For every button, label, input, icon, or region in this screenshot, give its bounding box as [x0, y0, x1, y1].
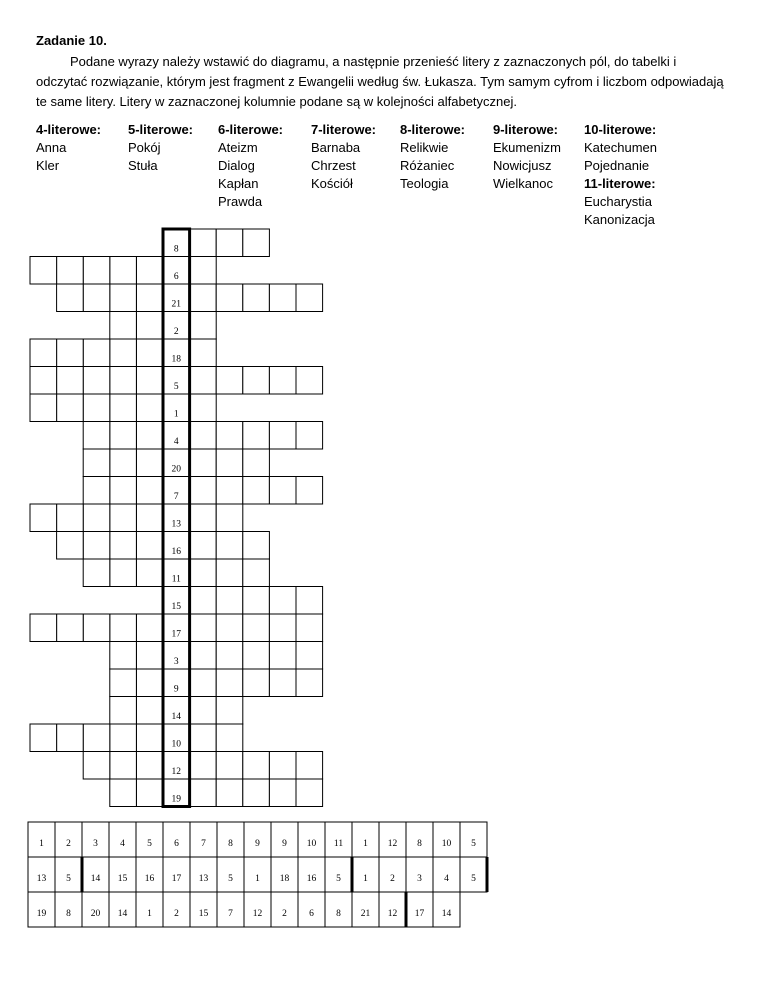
crossword-cell[interactable] [83, 532, 110, 560]
solution-number: 2 [390, 874, 395, 884]
crossword-cell[interactable] [136, 504, 163, 532]
word: Kościół [311, 176, 353, 191]
crossword-cell[interactable] [190, 779, 217, 807]
crossword-cell[interactable] [136, 559, 163, 587]
solution-number: 11 [333, 839, 344, 849]
crossword-cell[interactable] [296, 614, 323, 642]
crossword-cell[interactable] [136, 697, 163, 725]
crossword-row [163, 587, 323, 615]
crossword-key-number: 1 [173, 409, 179, 420]
crossword-cell[interactable] [57, 257, 84, 285]
solution-number: 1 [255, 874, 260, 884]
crossword-cell[interactable] [110, 477, 137, 505]
solution-number: 9 [282, 839, 287, 849]
solution-number: 17 [171, 874, 182, 884]
crossword-row [163, 229, 269, 257]
crossword-cell[interactable] [83, 339, 110, 367]
crossword-cell[interactable] [190, 449, 217, 477]
word-group-label: 10-literowe: [584, 122, 657, 137]
crossword-cell[interactable] [83, 422, 110, 450]
solution-number: 17 [414, 909, 425, 919]
crossword-cell[interactable] [136, 284, 163, 312]
word-group-label: 7-literowe: [311, 122, 377, 137]
crossword-row [110, 779, 323, 807]
crossword-cell[interactable] [136, 669, 163, 697]
word: Nowicjusz [493, 158, 552, 173]
solution-number: 8 [228, 839, 233, 849]
word: Dialog [218, 158, 255, 173]
crossword-cell[interactable] [243, 229, 270, 257]
crossword-cell[interactable] [216, 724, 243, 752]
crossword-cell[interactable] [57, 339, 84, 367]
word-group-label: 5-literowe: [128, 122, 194, 137]
crossword-key-number: 3 [173, 657, 179, 667]
crossword-cell[interactable] [110, 449, 137, 477]
crossword-row [83, 449, 269, 477]
crossword-cell[interactable] [190, 669, 217, 697]
crossword-cell[interactable] [216, 779, 243, 807]
crossword-cell[interactable] [243, 587, 270, 615]
crossword-cell[interactable] [243, 642, 270, 670]
crossword-cell[interactable] [296, 367, 323, 395]
crossword-cell[interactable] [30, 339, 57, 367]
crossword-cell[interactable] [243, 752, 270, 780]
solution-number: 5 [228, 874, 233, 884]
crossword-cell[interactable] [57, 394, 84, 422]
crossword-cell[interactable] [190, 724, 217, 752]
crossword-cell[interactable] [136, 339, 163, 367]
crossword-key-number: 16 [171, 547, 182, 557]
crossword-cell[interactable] [83, 284, 110, 312]
crossword-key-number: 17 [171, 629, 182, 640]
crossword-cell[interactable] [216, 284, 243, 312]
crossword-cell[interactable] [296, 752, 323, 780]
crossword-cell[interactable] [110, 779, 137, 807]
crossword-cell[interactable] [296, 669, 323, 697]
crossword-cell[interactable] [30, 614, 57, 642]
word: Anna [36, 140, 67, 155]
solution-number: 12 [387, 909, 398, 919]
crossword-cell[interactable] [190, 257, 217, 285]
crossword-cell[interactable] [243, 284, 270, 312]
crossword-cell[interactable] [269, 587, 296, 615]
crossword-cell[interactable] [190, 532, 217, 560]
crossword-cell[interactable] [30, 394, 57, 422]
solution-row [28, 857, 487, 892]
crossword-cell[interactable] [190, 394, 217, 422]
solution-number: 4 [444, 874, 449, 884]
crossword-cell[interactable] [190, 312, 217, 340]
crossword-cell[interactable] [57, 532, 84, 560]
crossword-cell[interactable] [110, 257, 137, 285]
crossword-cell[interactable] [190, 504, 217, 532]
crossword-cell[interactable] [136, 312, 163, 340]
word: Ekumenizm [493, 140, 561, 155]
crossword-cell[interactable] [216, 559, 243, 587]
solution-number: 5 [66, 874, 71, 884]
crossword-key-number: 9 [173, 684, 179, 695]
crossword-cell[interactable] [296, 779, 323, 807]
crossword-key-number: 10 [171, 739, 182, 750]
word-group-label: 11-literowe: [584, 176, 656, 191]
crossword-cell[interactable] [216, 587, 243, 615]
crossword-cell[interactable] [30, 724, 57, 752]
crossword-cell[interactable] [136, 257, 163, 285]
crossword-cell[interactable] [190, 614, 217, 642]
crossword-cell[interactable] [269, 614, 296, 642]
solution-number: 14 [441, 909, 452, 919]
crossword-cell[interactable] [216, 477, 243, 505]
word: Kler [36, 158, 60, 173]
solution-number: 5 [471, 839, 476, 849]
crossword-row [30, 724, 243, 752]
crossword-cell[interactable] [110, 614, 137, 642]
crossword-cell[interactable] [216, 229, 243, 257]
crossword-key-number: 6 [173, 272, 179, 282]
crossword-cell[interactable] [296, 477, 323, 505]
crossword-cell[interactable] [190, 642, 217, 670]
crossword-key-number: 21 [171, 299, 182, 310]
crossword-cell[interactable] [57, 724, 84, 752]
word-group-label: 4-literowe: [36, 122, 102, 137]
solution-number: 16 [306, 874, 317, 884]
crossword-cell[interactable] [243, 449, 270, 477]
word-group-label: 6-literowe: [218, 122, 284, 137]
solution-number: 1 [39, 839, 44, 849]
word: Stuła [128, 158, 158, 173]
solution-number: 8 [336, 909, 341, 919]
solution-number: 5 [471, 874, 476, 884]
crossword-cell[interactable] [269, 669, 296, 697]
word-group-label: 9-literowe: [493, 122, 559, 137]
crossword-row [83, 559, 269, 587]
crossword-cell[interactable] [296, 284, 323, 312]
crossword-key-number: 20 [171, 464, 182, 475]
crossword-cell[interactable] [110, 312, 137, 340]
crossword-cell[interactable] [30, 504, 57, 532]
crossword-cell[interactable] [296, 642, 323, 670]
crossword-key-number: 2 [173, 327, 179, 337]
solution-number: 21 [360, 909, 371, 919]
crossword-cell[interactable] [110, 367, 137, 395]
crossword-row [30, 614, 323, 642]
crossword-cell[interactable] [110, 284, 137, 312]
crossword-cell[interactable] [136, 532, 163, 560]
crossword-cell[interactable] [269, 284, 296, 312]
crossword-cell[interactable] [83, 724, 110, 752]
crossword-cell[interactable] [57, 614, 84, 642]
crossword-cell[interactable] [190, 697, 217, 725]
crossword-cell[interactable] [269, 477, 296, 505]
crossword-cell[interactable] [243, 559, 270, 587]
crossword-cell[interactable] [190, 587, 217, 615]
crossword-cell[interactable] [216, 449, 243, 477]
crossword-cell[interactable] [216, 614, 243, 642]
crossword-cell[interactable] [110, 339, 137, 367]
task-title: Zadanie 10. [36, 33, 107, 48]
crossword-cell[interactable] [243, 422, 270, 450]
crossword-cell[interactable] [136, 394, 163, 422]
crossword-cell[interactable] [110, 504, 137, 532]
solution-row [28, 822, 487, 857]
crossword-cell[interactable] [243, 614, 270, 642]
solution-number: 1 [363, 874, 368, 884]
solution-number: 1 [147, 909, 152, 919]
crossword-cell[interactable] [83, 559, 110, 587]
solution-number: 12 [252, 909, 263, 919]
crossword-key-number: 13 [171, 519, 182, 530]
solution-number: 18 [279, 874, 290, 884]
crossword-cell[interactable] [110, 394, 137, 422]
crossword-cell[interactable] [216, 669, 243, 697]
word: Katechumen [584, 140, 657, 155]
solution-number: 5 [147, 839, 152, 849]
crossword-row [110, 669, 323, 697]
crossword-cell[interactable] [216, 367, 243, 395]
crossword-key-number: 14 [171, 712, 182, 722]
crossword-cell[interactable] [216, 422, 243, 450]
crossword-cell[interactable] [110, 669, 137, 697]
crossword-cell[interactable] [136, 614, 163, 642]
crossword-cell[interactable] [136, 779, 163, 807]
solution-row [28, 892, 460, 927]
solution-number: 2 [174, 909, 179, 919]
solution-number: 5 [336, 874, 341, 884]
solution-number: 3 [417, 874, 422, 884]
solution-number: 14 [90, 874, 101, 884]
crossword-row [110, 642, 323, 670]
solution-number: 13 [198, 874, 209, 884]
crossword-key-number: 4 [173, 437, 179, 447]
crossword-cell[interactable] [216, 752, 243, 780]
crossword-cell[interactable] [57, 284, 84, 312]
crossword-cell[interactable] [269, 422, 296, 450]
word: Kapłan [218, 176, 259, 191]
crossword-cell[interactable] [243, 532, 270, 560]
word: Różaniec [400, 158, 455, 173]
word: Eucharystia [584, 194, 652, 209]
crossword-cell[interactable] [136, 642, 163, 670]
word: Chrzest [311, 158, 356, 173]
crossword-cell[interactable] [83, 394, 110, 422]
crossword-cell[interactable] [30, 367, 57, 395]
word: Ateizm [218, 140, 258, 155]
solution-number: 1 [363, 839, 368, 849]
crossword-row [110, 697, 243, 725]
solution-number: 20 [90, 909, 101, 919]
crossword-cell[interactable] [243, 477, 270, 505]
crossword-cell[interactable] [136, 367, 163, 395]
crossword-cell[interactable] [216, 504, 243, 532]
crossword-cell[interactable] [269, 752, 296, 780]
crossword-key-number: 18 [171, 354, 182, 365]
solution-number: 3 [93, 839, 98, 849]
crossword-cell[interactable] [30, 257, 57, 285]
crossword-cell[interactable] [110, 724, 137, 752]
solution-number: 7 [228, 909, 233, 919]
solution-number: 8 [417, 839, 422, 849]
crossword-cell[interactable] [296, 587, 323, 615]
crossword-cell[interactable] [57, 504, 84, 532]
crossword-cell[interactable] [190, 367, 217, 395]
solution-number: 13 [36, 874, 47, 884]
crossword-cell[interactable] [83, 614, 110, 642]
crossword-cell[interactable] [243, 669, 270, 697]
crossword-cell[interactable] [216, 697, 243, 725]
solution-number: 15 [198, 909, 209, 919]
solution-number: 9 [255, 839, 260, 849]
crossword-cell[interactable] [190, 752, 217, 780]
crossword-cell[interactable] [110, 642, 137, 670]
crossword-cell[interactable] [110, 697, 137, 725]
crossword-cell[interactable] [190, 284, 217, 312]
crossword-cell[interactable] [269, 779, 296, 807]
instructions-line-3: te same litery. Litery w zaznaczonej kolumnie podane są w kolejności alfabetycznej. [36, 94, 517, 109]
word: Barnaba [311, 140, 361, 155]
crossword-key-number: 7 [173, 492, 179, 502]
word: Wielkanoc [493, 176, 553, 191]
crossword-cell[interactable] [110, 422, 137, 450]
solution-number: 4 [120, 839, 125, 849]
crossword-cell[interactable] [83, 367, 110, 395]
crossword-cell[interactable] [190, 229, 217, 257]
solution-number: 10 [306, 839, 317, 849]
crossword-key-number: 8 [173, 244, 179, 255]
crossword-cell[interactable] [83, 504, 110, 532]
crossword-cell[interactable] [269, 367, 296, 395]
word: Pokój [128, 140, 161, 155]
word: Pojednanie [584, 158, 650, 173]
word: Prawda [218, 194, 263, 209]
crossword-row [30, 367, 323, 395]
crossword-cell[interactable] [136, 724, 163, 752]
crossword-key-number: 11 [171, 574, 181, 585]
crossword-cell[interactable] [83, 477, 110, 505]
solution-number: 6 [309, 909, 314, 919]
instructions-line-1: Podane wyrazy należy wstawić do diagramu, a następnie przenieść litery z zaznaczonych pól, do tabelki i [70, 54, 677, 69]
crossword-cell[interactable] [136, 422, 163, 450]
solution-number: 15 [117, 874, 128, 884]
crossword-row [83, 752, 322, 780]
crossword-cell[interactable] [269, 642, 296, 670]
solution-number: 7 [201, 839, 206, 849]
crossword-cell[interactable] [190, 559, 217, 587]
word: Relikwie [400, 140, 449, 155]
crossword-cell[interactable] [110, 559, 137, 587]
crossword-row [83, 422, 322, 450]
solution-number: 6 [174, 839, 179, 849]
crossword-cell[interactable] [83, 752, 110, 780]
crossword-cell[interactable] [216, 642, 243, 670]
solution-number: 2 [66, 839, 71, 849]
crossword-cell[interactable] [216, 532, 243, 560]
crossword-row [30, 504, 243, 532]
solution-number: 8 [66, 909, 71, 919]
crossword-cell[interactable] [190, 477, 217, 505]
crossword-cell[interactable] [296, 422, 323, 450]
word: Teologia [400, 176, 449, 191]
word-group-label: 8-literowe: [400, 122, 466, 137]
crossword-cell[interactable] [190, 339, 217, 367]
instructions-line-2: odczytać rozwiązanie, którym jest fragment z Ewangelii według św. Łukasza. Tym samym cyfrom i liczbom odpowiadają [36, 74, 724, 89]
crossword-cell[interactable] [136, 477, 163, 505]
solution-number: 16 [144, 874, 155, 884]
solution-number: 10 [441, 839, 452, 849]
crossword-cell[interactable] [136, 752, 163, 780]
crossword-cell[interactable] [190, 422, 217, 450]
crossword-cell[interactable] [110, 532, 137, 560]
crossword-key-number: 5 [173, 382, 179, 392]
solution-number: 12 [387, 839, 398, 849]
solution-number: 14 [117, 909, 128, 919]
crossword-cell[interactable] [110, 752, 137, 780]
solution-number: 2 [282, 909, 287, 919]
crossword-key-number: 19 [171, 794, 182, 805]
word: Kanonizacja [584, 212, 655, 227]
crossword-cell[interactable] [83, 257, 110, 285]
crossword-key-number: 12 [171, 767, 182, 777]
crossword-cell[interactable] [136, 449, 163, 477]
crossword-cell[interactable] [57, 367, 84, 395]
crossword-cell[interactable] [83, 449, 110, 477]
crossword-cell[interactable] [243, 367, 270, 395]
crossword-cell[interactable] [243, 779, 270, 807]
solution-number: 19 [36, 909, 47, 919]
crossword-row [83, 477, 322, 505]
crossword-key-number: 15 [171, 602, 182, 612]
